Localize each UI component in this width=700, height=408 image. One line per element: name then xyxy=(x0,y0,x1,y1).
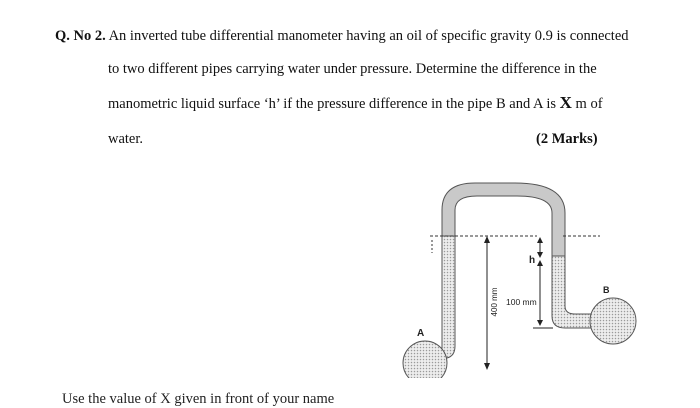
footer-partial-text: Use the value of X given in front of your name xyxy=(62,391,335,407)
dim-400-arrow-bottom xyxy=(484,363,490,370)
marks-label: (2 Marks) xyxy=(536,131,598,147)
h-arrow-top xyxy=(537,237,543,243)
dim-100-arrow-top xyxy=(537,260,543,266)
question-line-2: to two different pipes carrying water under pressure. Determine the difference in the xyxy=(108,61,597,77)
pipe-a-label: A xyxy=(417,328,425,339)
dim-100-label: 100 mm xyxy=(506,297,537,307)
question-line-4: water. xyxy=(108,131,144,147)
dim-400-arrow-top xyxy=(484,236,490,243)
left-water-column xyxy=(435,236,455,358)
h-label: h xyxy=(529,255,536,266)
pipe-b xyxy=(590,298,636,344)
question-line-3 xyxy=(108,94,603,113)
variable-x: X xyxy=(559,93,572,112)
manometer-figure xyxy=(395,178,665,378)
question-line-3-text-a: manometric liquid surface ‘h’ if the pressure difference in the pipe B and A is xyxy=(108,96,557,112)
right-water-column xyxy=(552,256,593,328)
question-label: Q. No 2. xyxy=(55,28,106,44)
dim-100-arrow-bottom xyxy=(537,320,543,326)
question-line-1-text: An inverted tube differential manometer having an oil of specific gravity 0.9 is connected xyxy=(108,28,629,44)
question-line-3-text-b: m of xyxy=(575,96,603,112)
dim-400-label: 400 mm xyxy=(490,287,499,317)
pipe-a xyxy=(403,341,447,378)
h-arrow-bottom xyxy=(537,252,543,258)
oil-column xyxy=(442,183,565,256)
question-line-1 xyxy=(55,27,629,45)
pipe-b-label: B xyxy=(603,285,610,295)
